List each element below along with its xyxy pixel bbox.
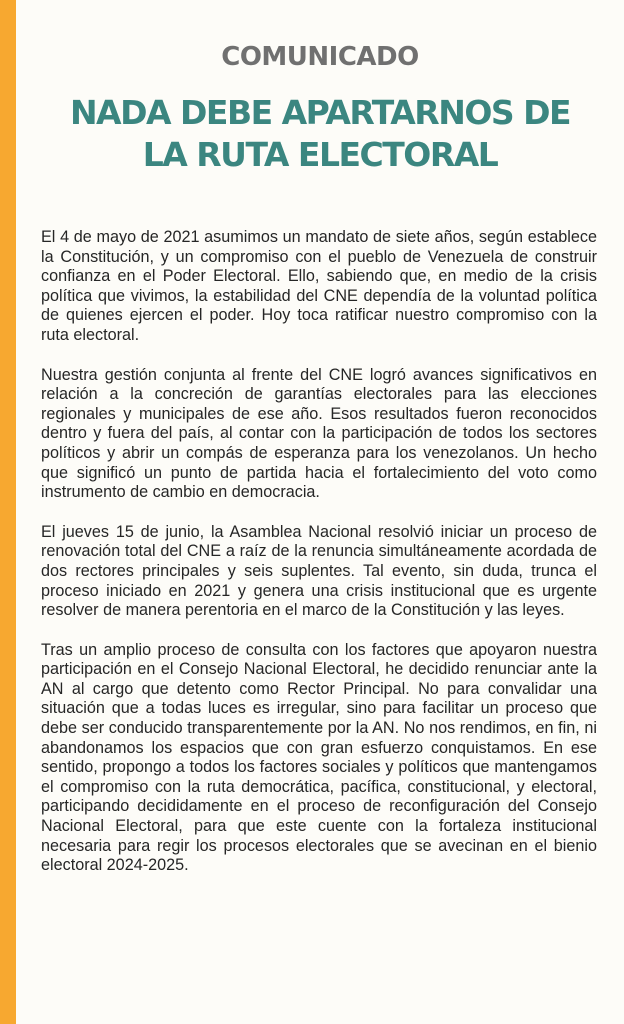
header bbox=[16, 40, 624, 176]
accent-bar bbox=[0, 0, 16, 1024]
paragraph-4: Tras un amplio proceso de consulta con los factores que apoyaron nuestra participación en el Consejo Nacional Electoral, he decidido renunciar ante la AN al cargo que detento como Rector Principal. No para convalidar una situación que a todas luces es irregular, sino para facilitar un proceso que debe ser conducido transparentemente por la AN. No nos rendimos, en fin, ni abandonamos los espacios que con gran esfuerzo conquistamos. En ese sentido, propongo a todos los factores sociales y políticos que mantengamos el compromiso con la ruta democrática, pacífica, constitucional, y electoral, participando decididamente en el proceso de reconfiguración del Consejo Nacional Electoral, para que este cuente con la fortaleza institucional necesaria para regir los procesos electorales que se avecinan en el bienio electoral 2024-2025. bbox=[41, 640, 597, 875]
paragraph-1: El 4 de mayo de 2021 asumimos un mandato de siete años, según establece la Constitución, y un compromiso con el pueblo de Venezuela de construir confianza en el Poder Electoral. Ello, sabiendo que, en medio de la crisis política que vivimos, la estabilidad del CNE dependía de la voluntad política de quienes ejercen el poder. Hoy toca ratificar nuestro compromiso con la ruta electoral. bbox=[41, 228, 597, 344]
paragraph-2: Nuestra gestión conjunta al frente del CNE logró avances significativos en relación a la concreción de garantías electorales para las elecciones regionales y municipales de ese año. Esos resultados fueron reconocidos dentro y fuera del país, al contar con la participación de todos los sectores políticos y abrir un compás de esperanza para los venezolanos. Un hecho que significó un punto de partida hacia el fortalecimiento del voto como instrumento de cambio en democracia. bbox=[41, 365, 597, 502]
document-title: NADA DEBE APARTARNOS DE LA RUTA ELECTORAL bbox=[69, 93, 571, 174]
document-body bbox=[41, 228, 597, 896]
document-label: COMUNICADO bbox=[221, 42, 419, 72]
paragraph-3: El jueves 15 de junio, la Asamblea Nacional resolvió iniciar un proceso de renovación total del CNE a raíz de la renuncia simultáneamente acordada de dos rectores principales y seis suplentes. Tal evento, sin duda, trunca el proceso iniciado en 2021 y genera una crisis institucional que es urgente resolver de manera perentoria en el marco de la Constitución y las leyes. bbox=[41, 522, 597, 620]
